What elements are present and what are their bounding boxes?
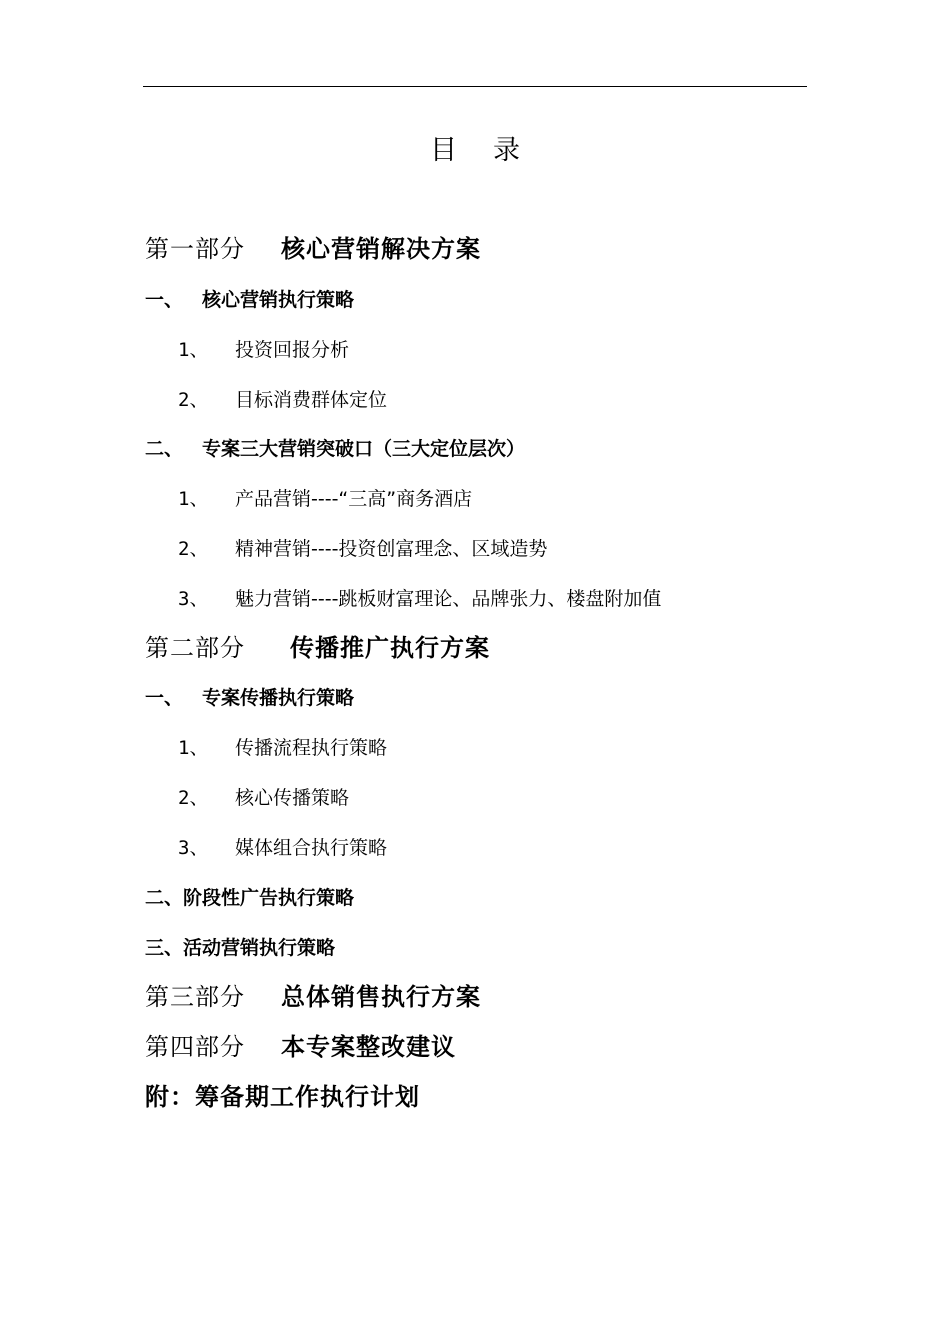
section-number: 一、 — [145, 289, 184, 311]
item-text: 产品营销----“三高”商务酒店 — [235, 488, 473, 510]
toc-item-1-2-1[interactable] — [178, 484, 472, 514]
section-title: 专案传播执行策略 — [202, 687, 355, 709]
item-text: 魅力营销----跳板财富理论、品牌张力、楼盘附加值 — [235, 588, 662, 610]
item-number: 2、 — [178, 538, 209, 560]
item-number: 1、 — [178, 339, 209, 361]
item-number: 1、 — [178, 737, 209, 759]
item-number: 3、 — [178, 837, 209, 859]
item-number: 2、 — [178, 787, 209, 809]
toc-part-3[interactable] — [145, 982, 481, 1012]
item-text: 目标消费群体定位 — [235, 389, 388, 411]
item-text: 媒体组合执行策略 — [235, 837, 388, 859]
section-number: 一、 — [145, 687, 184, 709]
toc-section-1-2[interactable] — [145, 434, 525, 464]
toc-item-2-1-3[interactable] — [178, 833, 387, 863]
title-char-1: 目 — [430, 135, 457, 166]
section-number: 三、 — [145, 937, 184, 959]
part-prefix: 第四部分 — [145, 1033, 245, 1061]
section-title: 核心营销执行策略 — [202, 289, 355, 311]
toc-item-2-1-2[interactable] — [178, 783, 349, 813]
item-text: 核心传播策略 — [235, 787, 350, 809]
section-title: 专案三大营销突破口（三大定位层次） — [202, 438, 526, 460]
header-rule — [143, 86, 807, 87]
section-number: 二、 — [145, 438, 184, 460]
toc-item-1-1-2[interactable] — [178, 385, 387, 415]
item-text: 投资回报分析 — [235, 339, 350, 361]
part-prefix: 第二部分 — [145, 634, 245, 662]
toc-section-2-3[interactable] — [145, 933, 335, 963]
item-number: 2、 — [178, 389, 209, 411]
part-name: 核心营销解决方案 — [281, 235, 481, 263]
toc-item-1-1-1[interactable] — [178, 335, 349, 365]
toc-appendix[interactable]: 附：筹备期工作执行计划 — [145, 1083, 420, 1111]
title-char-2: 录 — [493, 135, 520, 166]
part-name: 传播推广执行方案 — [290, 634, 490, 662]
part-prefix: 第三部分 — [145, 983, 245, 1011]
toc-section-1-1[interactable] — [145, 285, 354, 315]
item-text: 传播流程执行策略 — [235, 737, 388, 759]
part-name: 总体销售执行方案 — [281, 983, 481, 1011]
part-name: 本专案整改建议 — [281, 1033, 456, 1061]
item-text: 精神营销----投资创富理念、区域造势 — [235, 538, 548, 560]
toc-item-1-2-2[interactable] — [178, 534, 547, 564]
toc-part-1[interactable] — [145, 234, 481, 264]
page-title — [0, 134, 950, 168]
part-prefix: 第一部分 — [145, 235, 245, 263]
toc-part-4[interactable] — [145, 1032, 456, 1062]
item-number: 3、 — [178, 588, 209, 610]
section-title: 活动营销执行策略 — [183, 937, 336, 959]
item-number: 1、 — [178, 488, 209, 510]
toc-item-1-2-3[interactable] — [178, 584, 661, 614]
section-title: 阶段性广告执行策略 — [183, 887, 355, 909]
toc-section-2-1[interactable] — [145, 683, 354, 713]
toc-section-2-2[interactable] — [145, 883, 354, 913]
toc-item-2-1-1[interactable] — [178, 733, 387, 763]
section-number: 二、 — [145, 887, 184, 909]
toc-part-2[interactable] — [145, 633, 490, 663]
